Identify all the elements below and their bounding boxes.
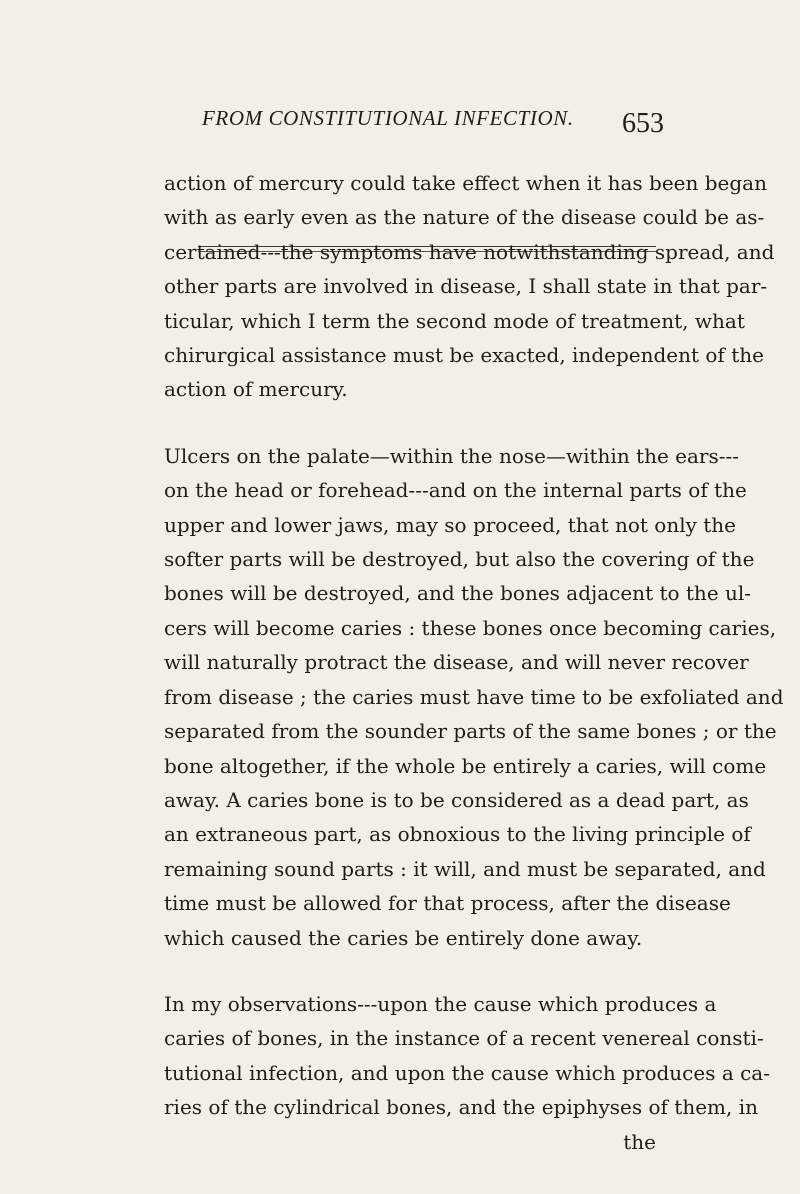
- text-line: bone altogether, if the whole be entirely a caries, will come: [164, 753, 767, 778]
- text-line: tutional infection, and upon the cause which produces a ca-: [164, 1060, 770, 1085]
- catchword: the: [623, 1129, 656, 1154]
- text-line: upper and lower jaws, may so proceed, that not only the: [164, 512, 737, 537]
- text-line: bones will be destroyed, and the bones adjacent to the ul-: [164, 581, 752, 606]
- text-line: remaining sound parts : it will, and must be separated, and: [164, 856, 766, 881]
- text-line: softer parts will be destroyed, but also the covering of the: [164, 547, 755, 572]
- text-line: which caused the caries be entirely done away.: [164, 925, 643, 950]
- paragraph-2: [164, 439, 784, 955]
- paragraph-gap: [164, 955, 656, 987]
- text-line: ries of the cylindrical bones, and the epiphyses of them, in: [164, 1095, 759, 1120]
- text-line: time must be allowed for that process, after the disease: [164, 891, 731, 916]
- text-line: from disease ; the caries must have time to be exfoliated and: [164, 684, 784, 709]
- text-line: with as early even as the nature of the disease could be as-: [164, 205, 765, 230]
- text-line: ticular, which I term the second mode of treatment, what: [164, 308, 745, 333]
- paragraph-gap: [164, 407, 656, 439]
- text-line: action of mercury could take effect when it has been began: [164, 171, 767, 195]
- paragraph-3: [164, 987, 770, 1159]
- text-line: cers will become caries : these bones once becoming caries,: [164, 615, 777, 640]
- body-text: [164, 166, 784, 1159]
- text-line: separated from the sounder parts of the same bones ; or the: [164, 719, 777, 744]
- text-line: on the head or forehead---and on the internal parts of the: [164, 478, 747, 503]
- text-line: In my observations---upon the cause which produces a: [164, 991, 717, 1016]
- text-line: will naturally protract the disease, and will never recover: [164, 650, 749, 675]
- text-line: other parts are involved in disease, I shall state in that par-: [164, 274, 768, 299]
- text-line: Ulcers on the palate—within the nose—within the ears---: [164, 443, 740, 468]
- text-line: caries of bones, in the instance of a recent venereal consti-: [164, 1026, 764, 1051]
- text-line: action of mercury.: [164, 377, 348, 402]
- paragraph-1: [164, 166, 775, 407]
- page-header: [0, 100, 800, 150]
- page-number: 653: [622, 108, 664, 139]
- text-line: chirurgical assistance must be exacted, independent of the: [164, 343, 764, 368]
- text-line: away. A caries bone is to be considered as a dead part, as: [164, 787, 749, 812]
- text-line: certained---the symptoms have notwithstanding spread, and: [164, 239, 775, 264]
- text-line: an extraneous part, as obnoxious to the living principle of: [164, 822, 751, 847]
- running-head: FROM CONSTITUTIONAL INFECTION.: [202, 106, 574, 130]
